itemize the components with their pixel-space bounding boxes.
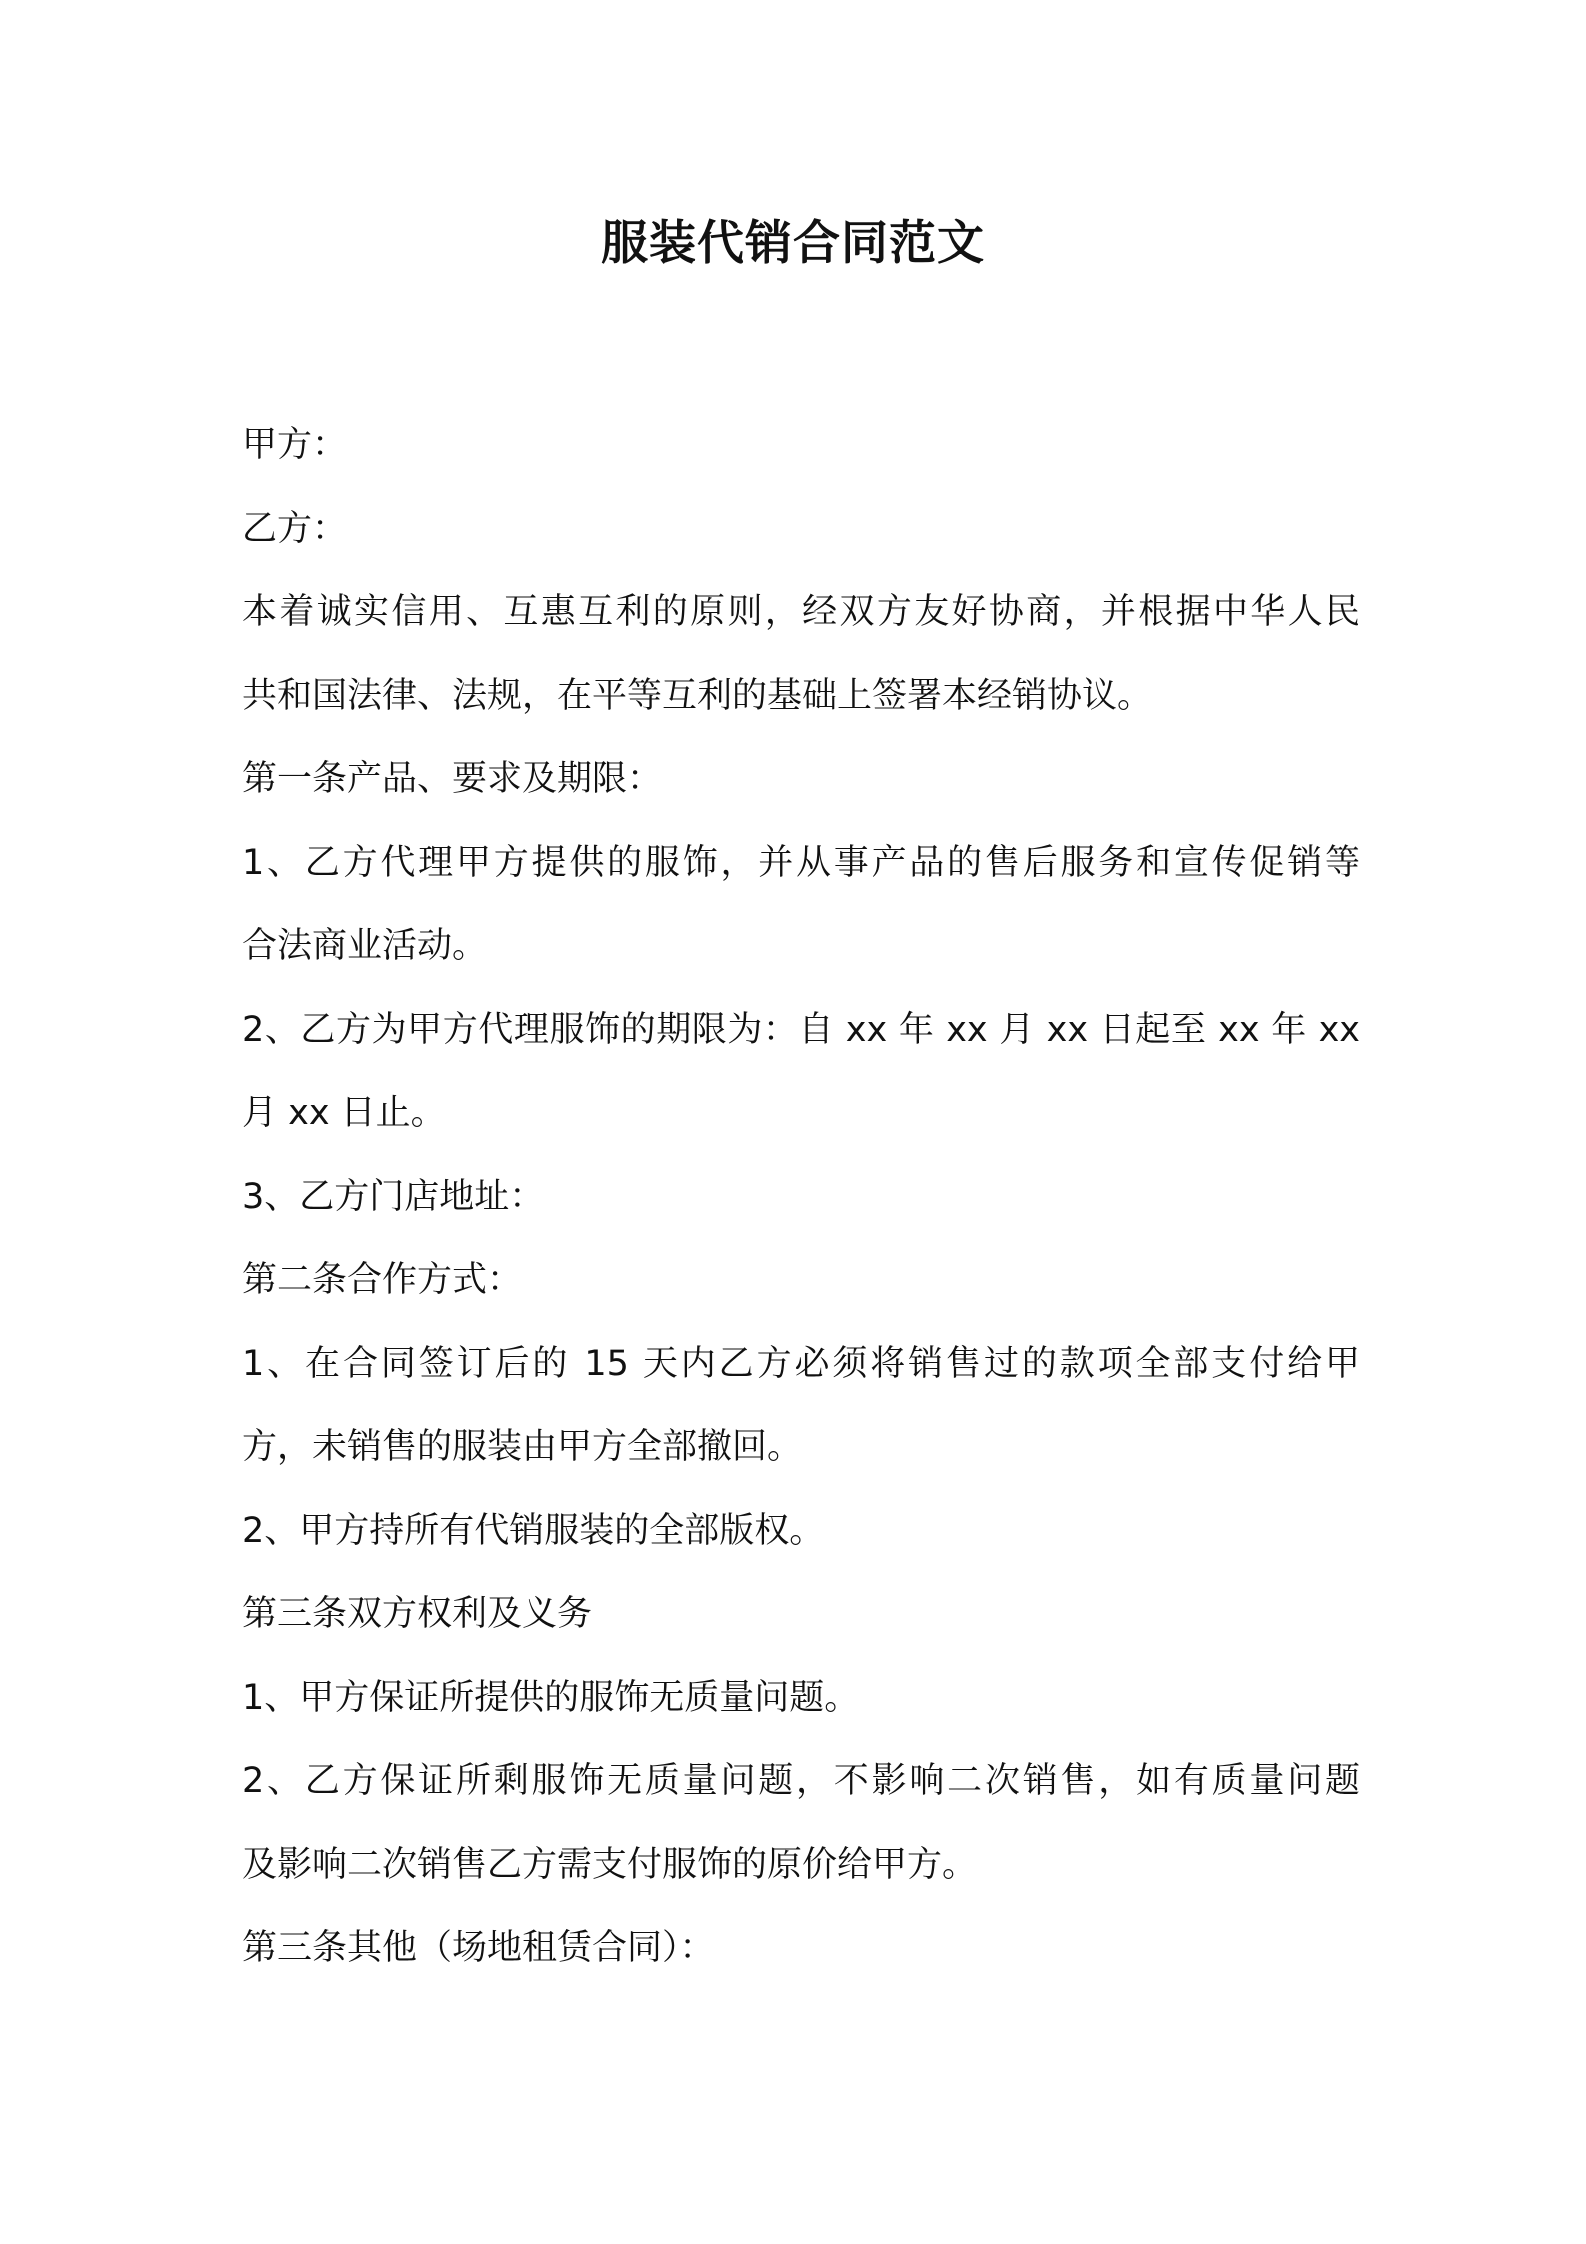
article-2-clause-1-line-2: 方，未销售的服装由甲方全部撤回。 (242, 1427, 803, 1467)
article-3-clause-2-line-2: 及影响二次销售乙方需支付服饰的原价给甲方。 (242, 1844, 978, 1885)
document-title: 服装代销合同范文 (601, 216, 985, 271)
article-1-clause-2-line-2: 月 xx 日止。 (242, 1093, 446, 1133)
preamble-line-2: 共和国法律、法规，在平等互利的基础上签署本经销协议。 (242, 675, 1153, 716)
article-other-heading: 第三条其他（场地租赁合同）： (242, 1928, 715, 1968)
article-1-clause-2-line-1: 2、乙方为甲方代理服饰的期限为：自 xx 年 xx 月 xx 日起至 xx 年 xx (242, 1009, 1360, 1050)
article-2-clause-1-line-1: 1、在合同签订后的 15 天内乙方必须将销售过的款项全部支付给甲 (242, 1343, 1360, 1384)
party-b-line: 乙方： (242, 508, 348, 549)
article-1-clause-1-line-1: 1、乙方代理甲方提供的服饰，并从事产品的售后服务和宣传促销等 (242, 842, 1360, 883)
article-1-heading: 第一条产品、要求及期限： (242, 759, 663, 799)
article-1-clause-3: 3、乙方门店地址： (242, 1176, 545, 1217)
article-2-heading: 第二条合作方式： (242, 1260, 523, 1300)
party-a-line: 甲方： (242, 425, 348, 465)
article-2-clause-2: 2、甲方持所有代销服装的全部版权。 (242, 1510, 825, 1551)
preamble-line-1: 本着诚实信用、互惠互利的原则，经双方友好协商，并根据中华人民 (242, 592, 1360, 632)
document-body (242, 404, 1360, 1991)
article-1-clause-1-line-2: 合法商业活动。 (242, 926, 488, 966)
article-3-clause-2-line-1: 2、乙方保证所剩服饰无质量问题，不影响二次销售，如有质量问题 (242, 1761, 1360, 1801)
article-3-clause-1: 1、甲方保证所提供的服饰无质量问题。 (242, 1677, 860, 1718)
article-3-heading: 第三条双方权利及义务 (242, 1594, 593, 1634)
